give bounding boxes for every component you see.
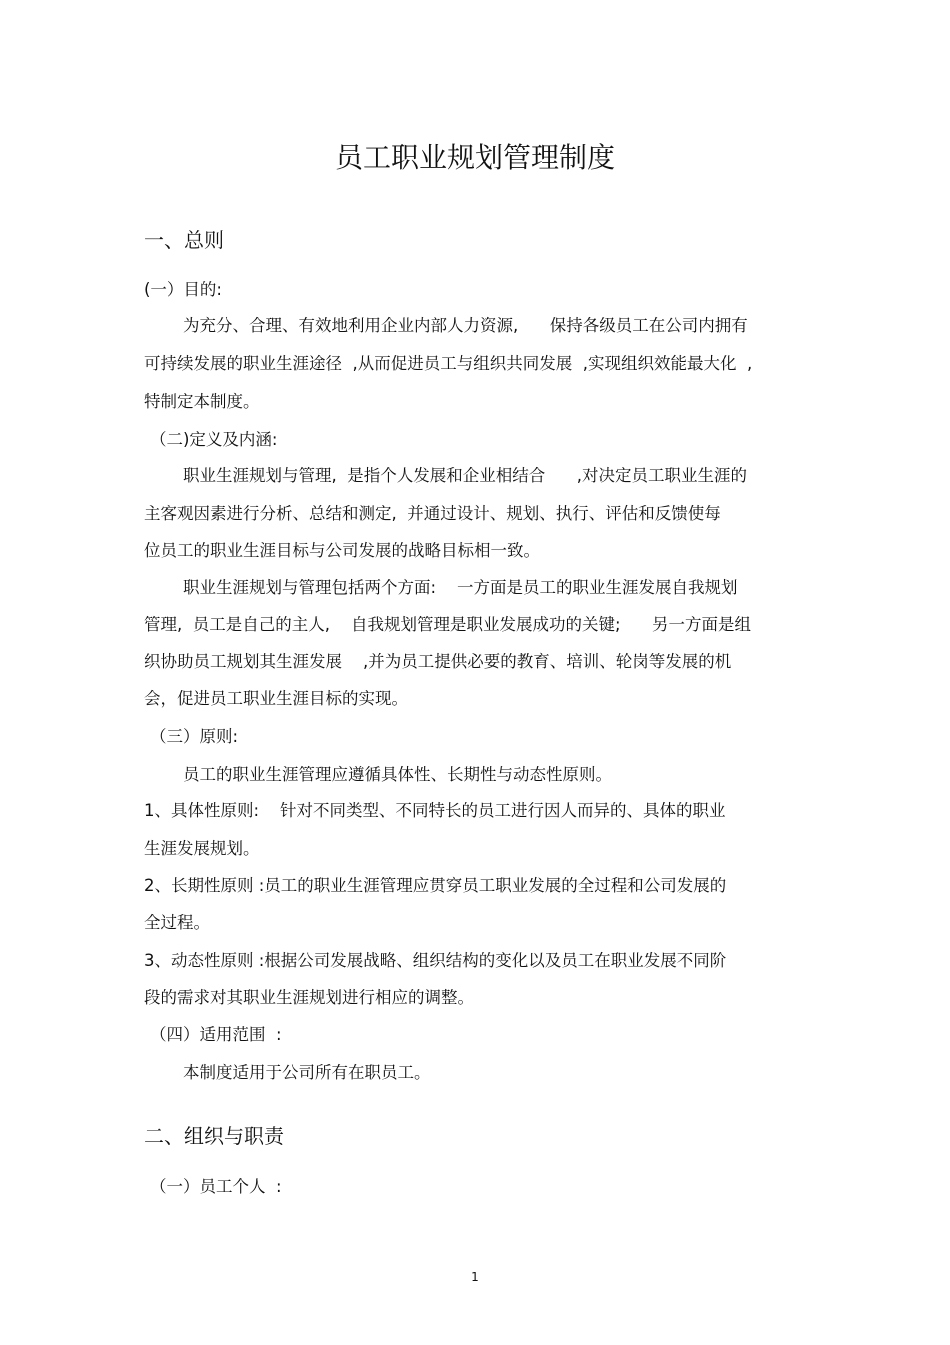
paragraph-line: 职业生涯规划与管理, 是指个人发展和企业相结合 ,对决定员工职业生涯的	[183, 466, 747, 485]
document-title: 员工职业规划管理制度	[334, 141, 615, 174]
section-heading-general: 一、总则	[144, 228, 224, 252]
paragraph-line: 主客观因素进行分析、总结和测定, 并通过设计、规划、执行、评估和反馈使每	[144, 504, 721, 523]
paragraph-line: 特制定本制度。	[144, 392, 260, 411]
subheading-principles: （三）原则:	[150, 727, 239, 746]
subheading-definition: （二)定义及内涵:	[150, 430, 278, 449]
page-number: 1	[471, 1270, 479, 1284]
subheading-individual: （一）员工个人 :	[150, 1177, 282, 1196]
paragraph-line: 管理, 员工是自己的主人, 自我规划管理是职业发展成功的关键; 另一方面是组	[144, 615, 751, 634]
paragraph-line: 位员工的职业生涯目标与公司发展的战略目标相一致。	[144, 541, 540, 560]
principle-line: 1、具体性原则: 针对不同类型、不同特长的员工进行因人而异的、具体的职业	[144, 801, 726, 820]
paragraph-line: 员工的职业生涯管理应遵循具体性、长期性与动态性原则。	[183, 765, 612, 784]
paragraph-line: 职业生涯规划与管理包括两个方面: 一方面是员工的职业生涯发展自我规划	[183, 578, 738, 597]
principle-line: 全过程。	[144, 913, 210, 932]
subheading-purpose: (一）目的:	[144, 280, 222, 299]
paragraph-line: 可持续发展的职业生涯途径 ,从而促进员工与组织共同发展 ,实现组织效能最大化 ,	[144, 354, 753, 373]
principle-line: 3、动态性原则 :根据公司发展战略、组织结构的变化以及员工在职业发展不同阶	[144, 951, 727, 970]
principle-line: 段的需求对其职业生涯规划进行相应的调整。	[144, 988, 474, 1007]
section-heading-organization: 二、组织与职责	[144, 1124, 284, 1148]
paragraph-line: 本制度适用于公司所有在职员工。	[183, 1063, 431, 1082]
paragraph-line: 为充分、合理、有效地利用企业内部人力资源, 保持各级员工在公司内拥有	[183, 316, 748, 335]
subheading-scope: （四）适用范围 :	[150, 1025, 282, 1044]
paragraph-line: 织协助员工规划其生涯发展 ,并为员工提供必要的教育、培训、轮岗等发展的机	[144, 652, 732, 671]
principle-line: 2、长期性原则 :员工的职业生涯管理应贯穿员工职业发展的全过程和公司发展的	[144, 876, 727, 895]
paragraph-line: 会，促进员工职业生涯目标的实现。	[144, 689, 408, 708]
principle-line: 生涯发展规划。	[144, 839, 260, 858]
